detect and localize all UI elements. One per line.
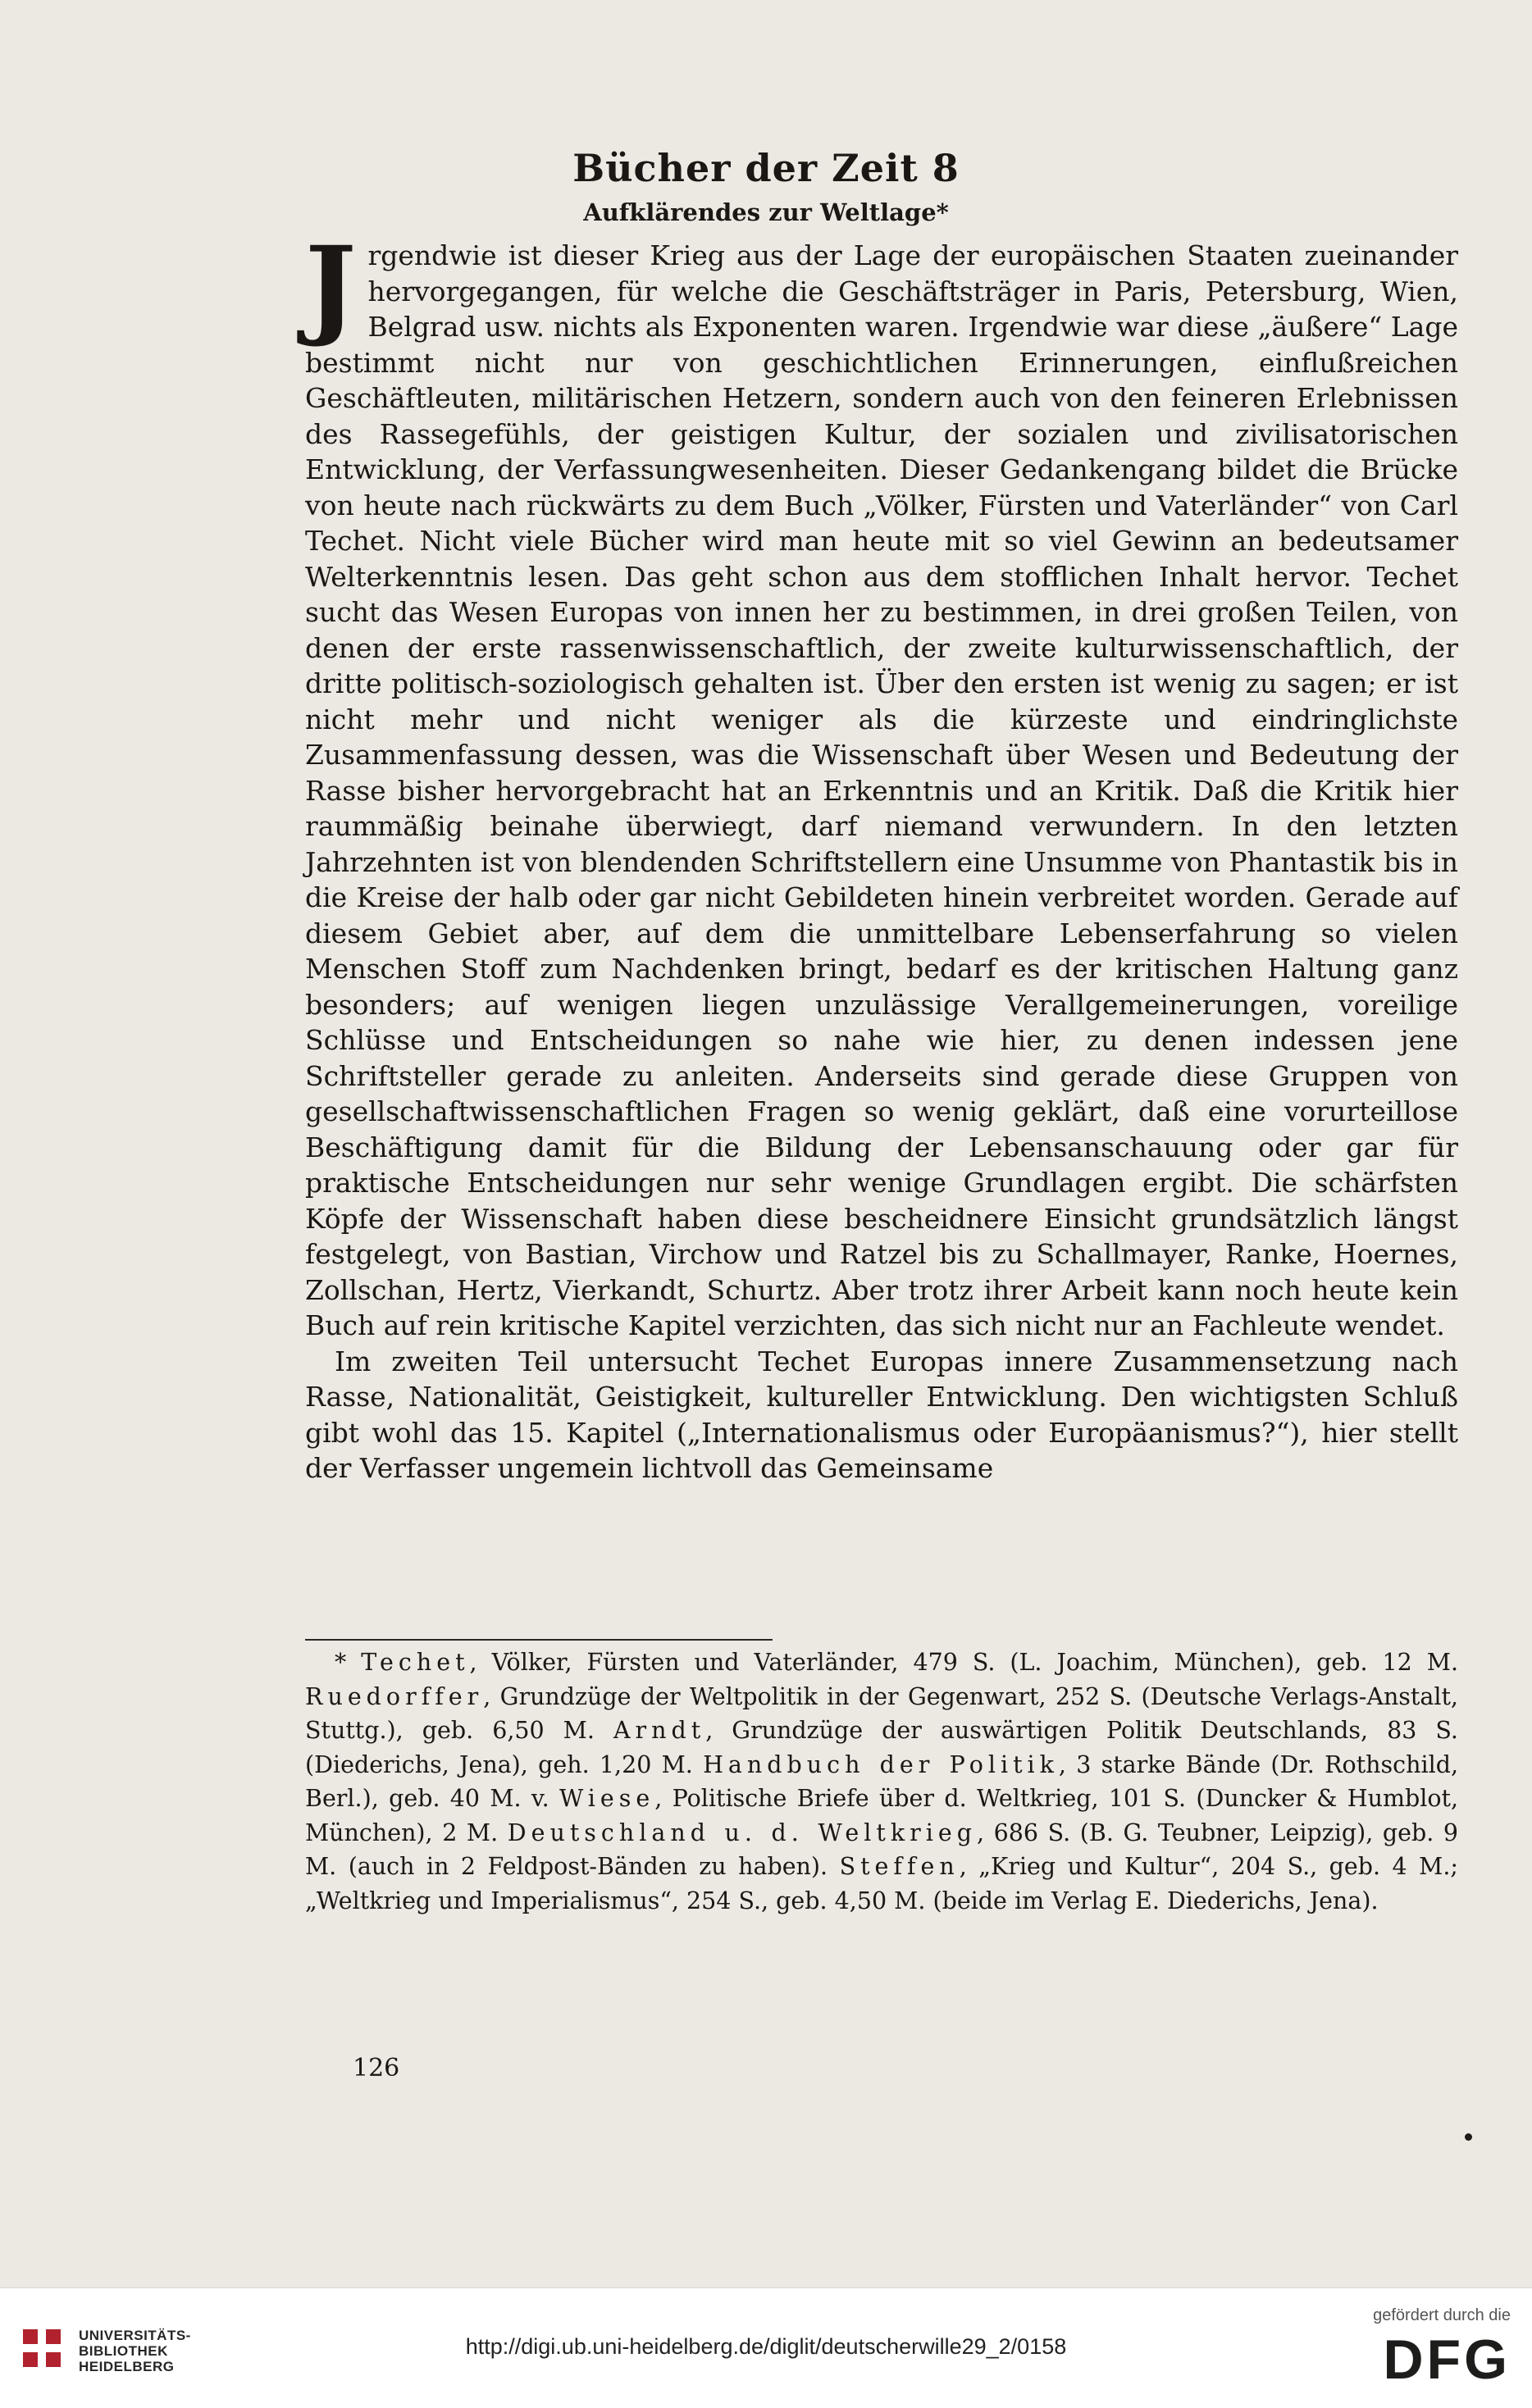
logo-line: BIBLIOTHEK [79, 2343, 168, 2359]
article-body [305, 223, 1458, 1486]
page-number: 126 [353, 2054, 400, 2083]
funded-by-label: gefördert durch die [1373, 2306, 1511, 2324]
permalink-url[interactable]: http://digi.ub.uni-heidelberg.de/diglit/deutscherwille29_2/0158 [465, 2334, 1067, 2359]
paragraph-1-text: rgendwie ist dieser Krieg aus der Lage der europäischen Staaten zueinander hervorgegangen, für welche die Geschäftsträger in Paris, Petersburg, Wien, Belgrad usw. nichts als Exponenten waren. Irgendwie war diese „äußere“ Lage bestimmt nicht nur von geschichtlichen Erinnerungen, einflußreichen Geschäftleuten, militärischen Hetzern, sondern auch von den feineren Erlebnissen des Rassegefühls, der geistigen Kultur, der sozialen und zivilisatorischen Entwicklung, der Verfassungwesenheiten. Dieser Gedankengang bildet die Brücke von heute nach rückwärts zu dem Buch „Völker, Fürsten und Vaterländer“ von Carl Techet. Nicht viele Bücher wird man heute mit so viel Gewinn an bedeutsamer Welterkenntnis lesen. Das geht schon aus dem stofflichen Inhalt hervor. Techet sucht das Wesen Europas von innen her zu bestimmen, in drei großen Teilen, von denen der erste rassenwissenschaftlich, der zweite kulturwissenschaftlich, der dritte politisch-soziologisch gehalten ist. Über den ersten ist wenig zu sagen; er ist nicht mehr und nicht weniger als die kürzeste und eindringlichste Zusammenfassung dessen, was die Wissenschaft über Wesen und Bedeutung der Rasse bisher hervorgebracht hat an Erkenntnis und an Kritik. Daß die Kritik hier raummäßig beinahe überwiegt, darf niemand verwundern. In den letzten Jahrzehnten ist von blendenden Schriftstellern eine Unsumme von Phantastik bis in die Kreise der halb oder gar nicht Gebildeten hinein verbreitet worden. Gerade auf diesem Gebiet aber, auf dem die unmittelbare Lebenserfahrung so vielen Menschen Stoff zum Nachdenken bringt, bedarf es der kritischen Haltung ganz besonders; auf wenigen liegen unzulässige Verallgemeinerungen, voreilige Schlüsse und Entscheidungen so nahe wie hier, zu denen indessen jene Schriftsteller gerade zu anleiten. Anderseits sind gerade diese Gruppen von gesellschaftwissenschaftlichen Fragen so wenig geklärt, daß eine vorurteillose Beschäftigung damit für die Bildung der Lebensanschauung oder gar für praktische Entscheidungen nur sehr wenige Grundlagen ergibt. Die schärfsten Köpfe der Wissenschaft haben diese bescheidnere Einsicht grundsätzlich längst festgelegt, von Bastian, Virchow und Ratzel bis zu Schallmayer, Ranke, Hoernes, Zollschan, Hertz, Vierkandt, Schurtz. Aber trotz ihrer Arbeit kann noch heute kein Buch auf rein kritische Kapitel verzichten, das sich nicht nur an Fachleute wendet. [305, 239, 1458, 1341]
logo-line: HEIDELBERG [79, 2359, 175, 2374]
paragraph-1 [305, 223, 1458, 1344]
footnote-segment: , Grundzüge der Weltpolitik in der Gegenwart, 252 S. (Deutsche Verlags-Anstalt, Stuttg.), geb. 6,50 M. [305, 1682, 1458, 1744]
footer-bar [0, 2287, 1532, 2408]
drop-cap: J [305, 223, 357, 350]
paragraph-2: Im zweiten Teil untersucht Techet Europas innere Zusammensetzung nach Rasse, Nationalität, Geistigkeit, kultureller Entwicklung. Den wichtigsten Schluß gibt wohl das 15. Kapitel („Internationalismus oder Europäanismus?“), hier stellt der Verfasser ungemein lichtvoll das Gemeinsame [305, 1345, 1458, 1484]
footnote-spaced-name: Wiese [559, 1785, 655, 1812]
footnote-spaced-name: Techet [361, 1649, 470, 1676]
footnote-segment: , Grundzüge der auswärtigen Politik Deutschlands, 83 S. (Diederichs, Jena), geh. 1,20 M. [305, 1717, 1458, 1778]
footnote-segment: , 3 starke Bände (Dr. Rothschild, Berl.), geb. 40 M. v. [305, 1750, 1458, 1812]
footnote-segment: , Politische Briefe über d. Weltkrieg, 101 S. (Duncker & Humblot, München), 2 M. [305, 1785, 1459, 1846]
page-title: Bücher der Zeit 8 [572, 146, 960, 190]
footnote-segment: , Völker, Fürsten und Vaterländer, 479 S. (L. Joachim, München), geb. 12 M. [469, 1649, 1458, 1676]
footnote-divider [305, 1639, 773, 1641]
dfg-logo: DFG [1383, 2328, 1511, 2391]
footnote-segment: , „Krieg und Kultur“, 204 S., geb. 4 M.; „Weltkrieg und Imperialismus“, 254 S., geb. 4,50 M. (beide im Verlag E. Diederichs, Jena). [305, 1853, 1458, 1914]
footnote-spaced-name: Deutschland u. d. Weltkrieg [507, 1819, 977, 1846]
footnote [305, 1646, 1458, 1918]
stray-ink-dot [1465, 2133, 1472, 2141]
logo-line: UNIVERSITÄTS- [79, 2328, 191, 2343]
page-subtitle: Aufklärendes zur Weltlage* [583, 198, 949, 226]
footnote-spaced-name: Steffen [839, 1853, 960, 1880]
footnote-segment: , 686 S. (B. G. Teubner, Leipzig), geb. 9 M. (auch in 2 Feldpost-Bänden zu haben). [305, 1819, 1458, 1880]
footnote-spaced-name: Arndt [613, 1717, 706, 1744]
footnote-text [305, 1646, 1458, 1918]
footnote-spaced-name: Ruedorffer [305, 1682, 484, 1710]
footnote-segment: * [335, 1649, 362, 1676]
footnote-spaced-name: Handbuch der Politik [703, 1750, 1059, 1778]
